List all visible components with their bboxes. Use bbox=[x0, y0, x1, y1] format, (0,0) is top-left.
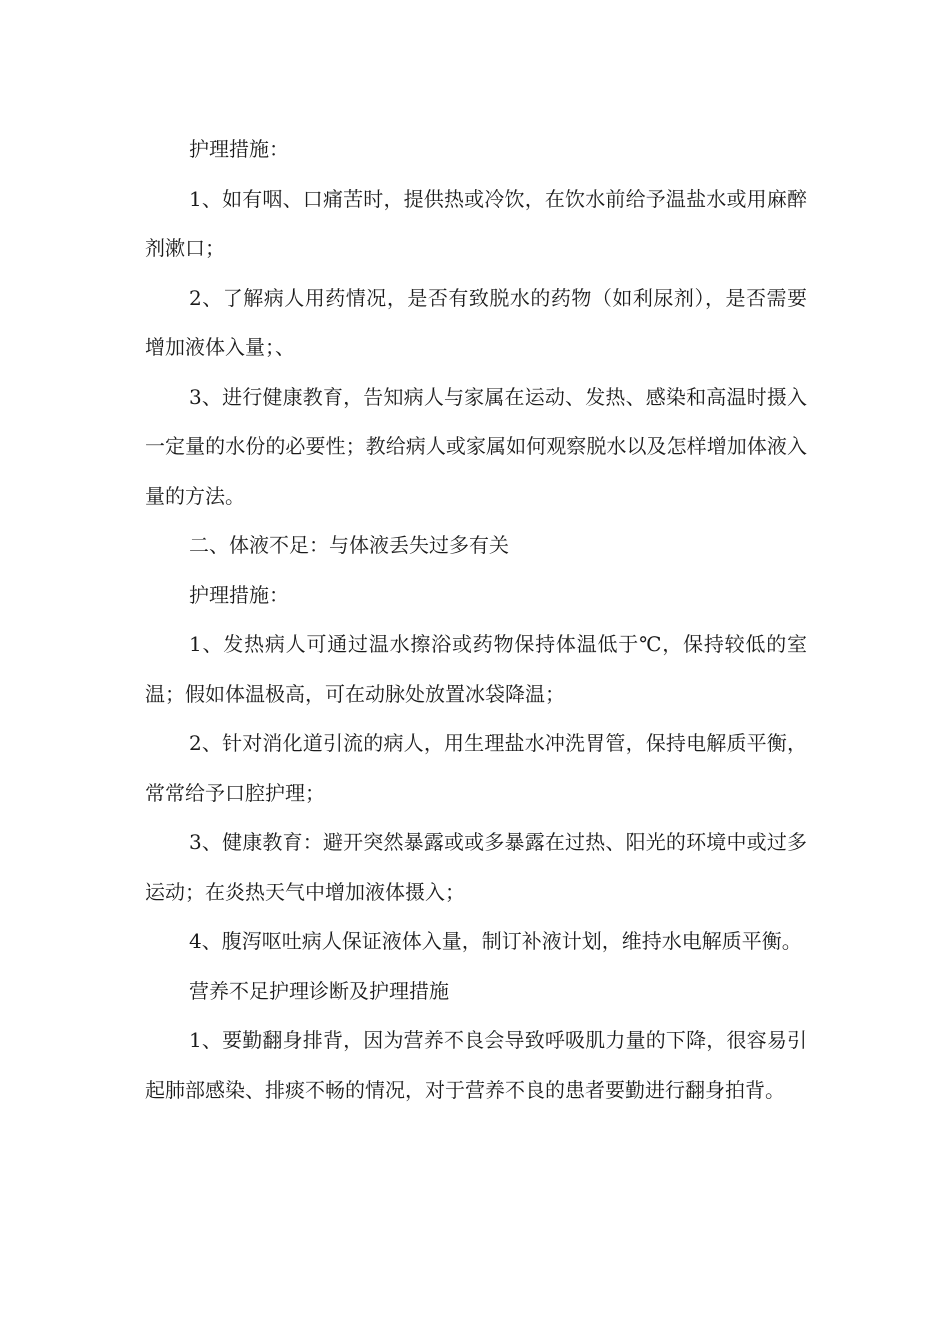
section-heading-malnutrition: 营养不足护理诊断及护理措施 bbox=[189, 978, 449, 1003]
document-body bbox=[145, 125, 807, 1115]
paragraph-nursing-measures-heading-1: 护理措施： bbox=[189, 137, 289, 161]
paragraph-item-2-drainage: 2、针对消化道引流的病人，用生理盐水冲洗胃管，保持电解质平衡，常常给予口腔护理； bbox=[145, 731, 807, 805]
section-heading-fluid-deficit: 二、体液不足：与体液丢失过多有关 bbox=[189, 533, 509, 557]
paragraph-item-1-mouth-pain: 1、如有咽、口痛苦时，提供热或冷饮，在饮水前给予温盐水或用麻醉剂漱口； bbox=[145, 186, 807, 260]
paragraph-item-1-fever: 1、发热病人可通过温水擦浴或药物保持体温低于℃，保持较低的室温；假如体温极高，可在动脉处放置冰袋降温； bbox=[145, 632, 807, 706]
paragraph-item-3-exposure: 3、健康教育：避开突然暴露或或多暴露在过热、阳光的环境中或过多运动；在炎热天气中增加液体摄入； bbox=[145, 830, 807, 904]
paragraph-item-2-medication: 2、了解病人用药情况，是否有致脱水的药物（如利尿剂），是否需要增加液体入量；、 bbox=[145, 285, 807, 359]
paragraph-nursing-measures-heading-2: 护理措施： bbox=[189, 582, 289, 607]
paragraph-item-1-turning: 1、要勤翻身排背，因为营养不良会导致呼吸肌力量的下降，很容易引起肺部感染、排痰不畅的情况，对于营养不良的患者要勤进行翻身拍背。 bbox=[145, 1028, 807, 1102]
paragraph-item-4-diarrhea: 4、腹泻呕吐病人保证液体入量，制订补液计划，维持水电解质平衡。 bbox=[189, 929, 802, 953]
paragraph-item-3-health-education: 3、进行健康教育，告知病人与家属在运动、发热、感染和高温时摄入一定量的水份的必要性；教给病人或家属如何观察脱水以及怎样增加体液入量的方法。 bbox=[145, 384, 807, 508]
